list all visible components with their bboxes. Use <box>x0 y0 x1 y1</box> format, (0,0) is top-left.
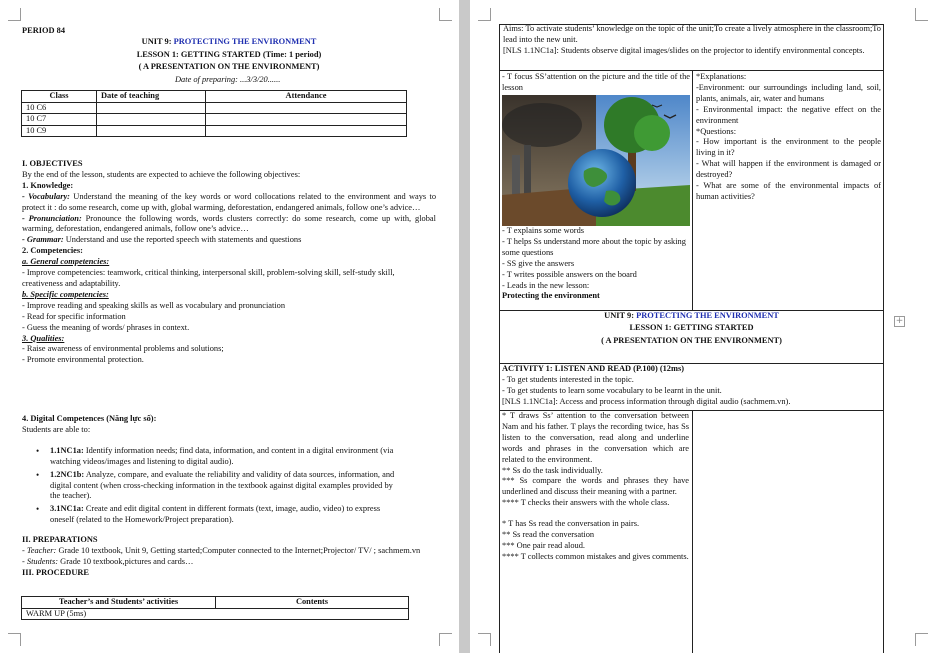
date-of-preparing: Date of preparing: ...3/3/20...... <box>175 75 281 84</box>
warmup-activities-cell <box>502 72 690 94</box>
margin-corner-mark <box>439 8 452 21</box>
unit-title: UNIT 9: PROTECTING THE ENVIRONMENT <box>141 37 317 46</box>
activity-steps-cell <box>502 411 689 563</box>
table-cell <box>97 125 206 137</box>
presentation-title: ( A PRESENTATION ON THE ENVIRONMENT) <box>601 336 782 345</box>
step: *** One pair read aloud. <box>502 540 586 550</box>
chimney <box>512 155 520 195</box>
column-divider <box>692 410 693 653</box>
lead-in-title: Protecting the environment <box>502 291 600 301</box>
preparations-heading: II. PREPARATIONS <box>22 535 98 544</box>
digital-intro: Students are able to: <box>22 424 91 434</box>
digital-list <box>22 446 400 526</box>
procedure-table <box>21 596 409 620</box>
specific-item: - Guess the meaning of words/ phrases in context. <box>22 322 190 332</box>
explanation-item: - Environmental impact: the negative effect on the environment <box>696 104 881 125</box>
table-header-row <box>22 597 409 609</box>
table-cell <box>97 102 206 114</box>
left-page <box>0 0 459 653</box>
list-item: • 1.1NC1a: Identify information needs; find data, information, and content in a digital environment (via watching videos/images and listening to digital audio). <box>36 445 394 466</box>
right-page <box>470 0 939 653</box>
focus-step: - T focus SS’attention on the picture and the title of the lesson <box>502 72 690 92</box>
activity-aim: - To get students interested in the topic. <box>502 374 634 384</box>
digital-heading: 4. Digital Competences (Năng lực số): <box>22 414 157 423</box>
vocabulary-objective: - Vocabulary: Understand the meaning of the key words or word collocations related to the environment and ways to protect it : do some research, come up with, global warming, deforestation, endangered animals, follow one’s advice… <box>22 191 437 212</box>
step: - Leads in the new lesson: <box>502 280 590 290</box>
step: - T explains some words <box>502 226 585 235</box>
list-item: • 3.1NC1a: Create and edit digital content in different formats (text, image, audio, video) to express oneself (related to the Homework/Project preparation). <box>36 504 381 525</box>
bullet-icon: • <box>36 445 40 456</box>
chimney <box>524 145 531 195</box>
general-competencies-text: - Improve competencies: teamwork, critical thinking, interpersonal skill, problem-solving skill, self-study skill, creativeness and adaptability. <box>22 268 395 288</box>
step: *** Ss compare the words and phrases they have underlined and discuss their meaning with a partner. <box>502 476 689 497</box>
attendance-table <box>21 90 407 137</box>
qualities-item: - Raise awareness of environmental problems and solutions; <box>22 344 224 354</box>
aims-cell <box>503 24 881 57</box>
table-cell <box>97 114 206 126</box>
knowledge-heading: 1. Knowledge: <box>22 180 74 190</box>
specific-item: - Improve reading and speaking skills as well as vocabulary and pronunciation <box>22 300 286 310</box>
col-contents: Contents <box>216 597 409 609</box>
objectives-heading: I. OBJECTIVES <box>22 159 83 168</box>
period-label: PERIOD 84 <box>22 26 66 35</box>
students-preparation: - Students: Grade 10 textbook,pictures and cards… <box>22 556 194 566</box>
grammar-objective: - Grammar: Understand and use the reported speech with statements and questions <box>22 235 302 245</box>
objectives-intro: By the end of the lesson, students are expected to achieve the following objectives: <box>22 169 301 179</box>
margin-corner-mark <box>478 633 491 646</box>
question-item: - What are some of the environmental impacts of human activities? <box>696 181 881 201</box>
margin-corner-mark <box>8 633 21 646</box>
bullet-icon: • <box>36 469 40 480</box>
question-item: - How important is the environment to the people living in it? <box>696 137 881 158</box>
warmup-contents-cell <box>696 72 881 203</box>
objectives-section <box>22 159 436 366</box>
activity-header-cell <box>502 364 882 408</box>
preparations-section <box>22 535 436 579</box>
specific-competencies-heading: b. Specific competencies: <box>22 289 109 299</box>
teacher-preparation: - Teacher: Grade 10 textbook, Unit 9, Getting started;Computer connected to the Internet;Projector/ TV/ ; sachmem.vn <box>22 545 421 555</box>
general-competencies-heading: a. General competencies: <box>22 257 110 267</box>
table-cell <box>206 114 407 126</box>
margin-corner-mark <box>8 8 21 21</box>
nls-warmup: [NLS 1.1NC1a]: Students observe digital images/slides on the projector to identify environmental concepts. <box>503 45 865 55</box>
step: - T writes possible answers on the board <box>502 269 637 279</box>
table-cell <box>206 125 407 137</box>
step: - SS give the answers <box>502 258 575 268</box>
margin-corner-mark <box>915 8 928 21</box>
table-row <box>22 608 409 620</box>
pronunciation-objective: - Pronunciation: Pronounce the following words, words clusters correctly: do some research, come up with, global warming, deforestation, endangered animals, follow one’s advice… <box>22 213 436 234</box>
questions-label: *Questions: <box>696 126 737 136</box>
smoke-cloud <box>502 103 582 147</box>
environment-picture <box>502 95 690 226</box>
warmup-cell: WARM UP (5ms) <box>22 608 409 620</box>
warmup-steps <box>502 226 690 302</box>
aims-text: Aims: To activate students’ knowledge on the topic of the unit;To create a lively atmosphere in the classroom;To lead into the new unit. <box>503 24 881 44</box>
col-date: Date of teaching <box>97 91 206 103</box>
table-cell: 10 C7 <box>22 114 97 126</box>
table-cell <box>206 102 407 114</box>
qualities-item: - Promote environmental protection. <box>22 355 144 365</box>
col-attendance: Attendance <box>206 91 407 103</box>
add-row-icon[interactable]: + <box>895 316 904 326</box>
margin-corner-mark <box>439 633 452 646</box>
bullet-icon: • <box>36 504 40 515</box>
table-cell: 10 C9 <box>22 125 97 137</box>
activity-title: ACTIVITY 1: LISTEN AND READ (P.100) (12ms) <box>502 364 685 373</box>
specific-item: - Read for specific information <box>22 311 126 321</box>
qualities-heading: 3. Qualities: <box>22 333 65 343</box>
list-item: • 1.2NC1b: Analyze, compare, and evaluate the reliability and validity of data sources, information, and digital content (when cross-checking information in the textbook against digital examples provided by the teacher). <box>36 469 395 501</box>
table-header-row <box>22 91 407 103</box>
col-activities: Teacher’s and Students’ activities <box>22 597 216 609</box>
question-item: - What will happen if the environment is damaged or destroyed? <box>696 159 881 180</box>
explanations-label: *Explanations: <box>696 72 747 81</box>
step: ** Ss do the task individually. <box>502 465 603 475</box>
procedure-heading: III. PROCEDURE <box>22 567 90 577</box>
activity-aim: - To get students to learn some vocabulary to be learnt in the unit. <box>502 385 722 395</box>
spacer <box>502 509 689 519</box>
table-row <box>22 114 407 126</box>
step: ** Ss read the conversation <box>502 530 595 540</box>
presentation-title: ( A PRESENTATION ON THE ENVIRONMENT) <box>138 62 320 71</box>
explanation-item: -Environment: our surroundings including land, soil, plants, animals, air, water and humans <box>696 82 881 103</box>
unit-title: UNIT 9: PROTECTING THE ENVIRONMENT <box>604 311 779 320</box>
column-divider <box>692 70 693 310</box>
step: * T draws Ss’ attention to the conversation between Nam and his father. T plays the recording twice, has Ss listen to the conversation, read along and underline words and phrases in the conversation which are related to the environment. <box>502 411 689 464</box>
lesson-title: LESSON 1: GETTING STARTED <box>629 323 754 332</box>
digital-competences-section <box>22 414 436 526</box>
table-cell: 10 C6 <box>22 102 97 114</box>
lesson-title: LESSON 1: GETTING STARTED (Time: 1 period) <box>136 50 322 59</box>
table-row <box>22 125 407 137</box>
step: * T has Ss read the conversation in pairs. <box>502 519 640 529</box>
table-row <box>22 102 407 114</box>
tree-crown <box>634 115 670 151</box>
nls-activity: [NLS 1.1NC1a]: Access and process information through digital audio (sachmem.vn). <box>502 396 791 406</box>
margin-corner-mark <box>915 633 928 646</box>
col-class: Class <box>22 91 97 103</box>
step: - T helps Ss understand more about the topic by asking some questions <box>502 236 686 257</box>
competencies-heading: 2. Competencies: <box>22 246 83 256</box>
step: **** T checks their answers with the whole class. <box>502 498 670 508</box>
step: **** T collects common mistakes and gives comments. <box>502 551 689 561</box>
margin-corner-mark <box>478 8 491 21</box>
